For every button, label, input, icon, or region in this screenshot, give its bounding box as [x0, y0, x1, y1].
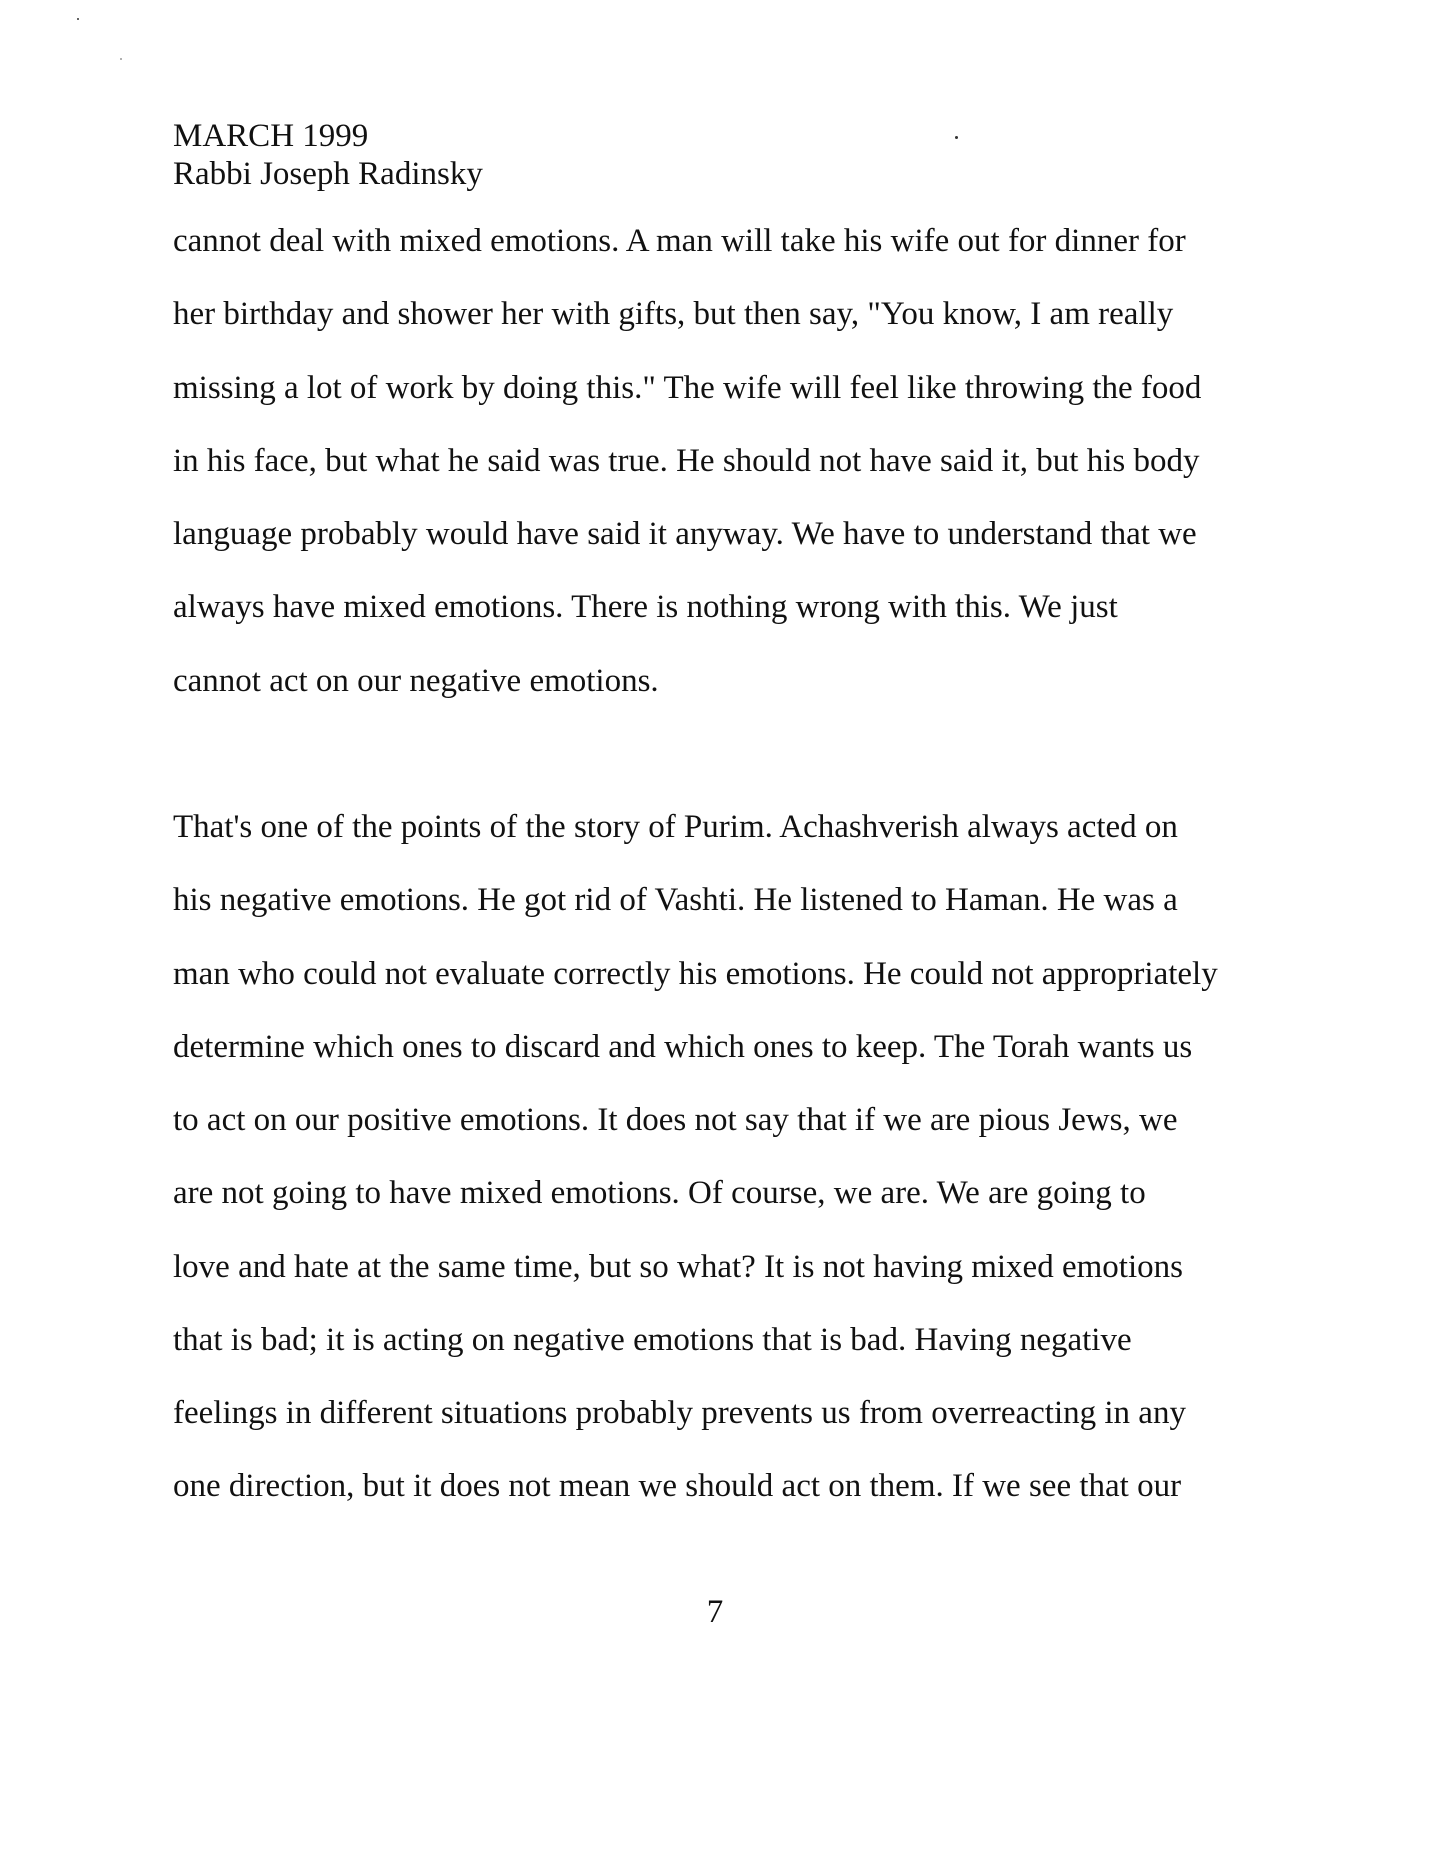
header-date: MARCH 1999: [173, 118, 369, 154]
text-line: feelings in different situations probably prevents us from overreacting in any: [173, 1395, 1186, 1431]
page-number: 7: [706, 1594, 724, 1630]
text-line: his negative emotions. He got rid of Vashti. He listened to Haman. He was a: [173, 882, 1178, 918]
header-author: Rabbi Joseph Radinsky: [173, 156, 483, 192]
text-line: always have mixed emotions. There is nothing wrong with this. We just: [173, 589, 1118, 625]
text-line: one direction, but it does not mean we should act on them. If we see that our: [173, 1468, 1182, 1504]
text-line: in his face, but what he said was true. He should not have said it, but his body: [173, 443, 1200, 479]
text-line: language probably would have said it anyway. We have to understand that we: [173, 516, 1197, 552]
text-line: missing a lot of work by doing this." The wife will feel like throwing the food: [173, 370, 1202, 406]
text-line: cannot deal with mixed emotions. A man will take his wife out for dinner for: [173, 223, 1186, 259]
scan-speck: [77, 18, 79, 20]
text-line: that is bad; it is acting on negative emotions that is bad. Having negative: [173, 1322, 1132, 1358]
text-line: are not going to have mixed emotions. Of course, we are. We are going to: [173, 1175, 1146, 1211]
text-line: That's one of the points of the story of Purim. Achashverish always acted on: [173, 809, 1178, 845]
text-line: cannot act on our negative emotions.: [173, 663, 659, 699]
text-line: love and hate at the same time, but so what? It is not having mixed emotions: [173, 1249, 1183, 1285]
text-line: determine which ones to discard and which ones to keep. The Torah wants us: [173, 1029, 1193, 1065]
text-line: to act on our positive emotions. It does not say that if we are pious Jews, we: [173, 1102, 1178, 1138]
text-line: man who could not evaluate correctly his emotions. He could not appropriately: [173, 956, 1218, 992]
scan-speck: [955, 136, 958, 139]
scan-speck: [120, 58, 122, 60]
document-header: [173, 117, 483, 193]
text-line: her birthday and shower her with gifts, but then say, "You know, I am really: [173, 296, 1174, 332]
